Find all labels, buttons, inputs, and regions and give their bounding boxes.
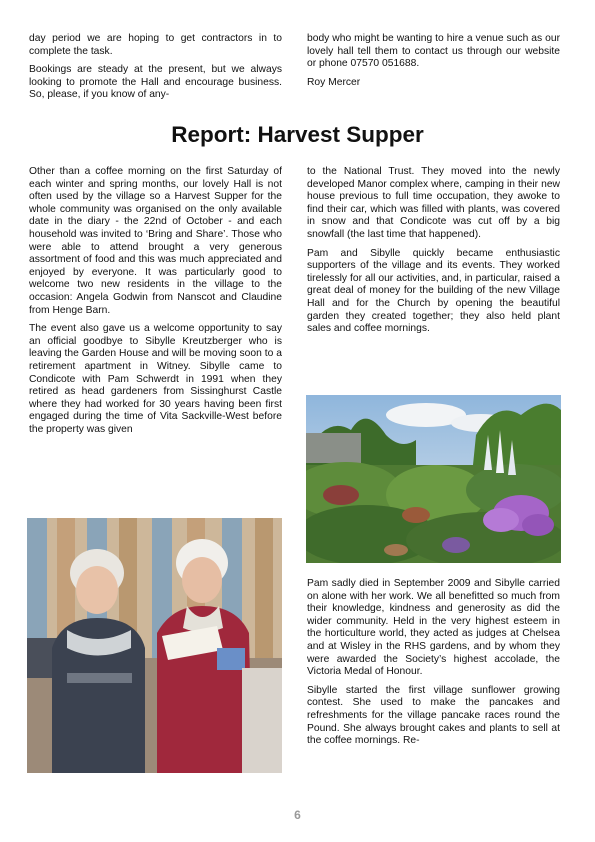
paragraph: day period we are hoping to get contractors in to complete the task. (29, 33, 282, 57)
paragraph: Bookings are steady at the present, but we always looking to promote the Hall and encourage business. So, please, if you know of any- (29, 64, 282, 101)
garden-photo (306, 395, 561, 563)
top-left-column (29, 33, 282, 102)
signature: Roy Mercer (307, 76, 361, 88)
article-title: Report: Harvest Supper (171, 122, 424, 147)
article-right-column-top (307, 166, 560, 336)
page-number: 6 (294, 808, 301, 822)
article-left-column (29, 166, 282, 436)
paragraph: to the National Trust. They moved into the newly developed Manor complex where, camping in their new house previous to full time occupation, they awoke to find their car, which was filled with plants, was covered in snow and that Condicote was cut off by a big snowfall (the last time that happened). (307, 166, 560, 240)
paragraph: Pam sadly died in September 2009 and Sibylle carried on alone with her work. We all benefitted so much from their knowledge, kindness and generosity as did the wider community. Held in the very highest esteem in the horticulture world, they acted as judges at Chelsea and at Wisley in the RHS gardens, and by whom they were awarded the Society’s highest accolade, the Victoria Medal of Honour. (307, 578, 560, 678)
paragraph: The event also gave us a welcome opportunity to say an official goodbye to Sibylle Kreutzberger who is leaving the Garden House and will be moving soon to a retirement apartment in Witney. Sibylle came to Condicote with Pam Schwerdt in 1991 when they retired as head gardeners from Sissinghurst Castle where they had worked for 30 years having been first engaged during the time of Vita Sackville-West before the property was given (29, 323, 282, 435)
article-right-column-bottom (307, 578, 560, 748)
paragraph: Pam and Sibylle quickly became enthusiastic supporters of the village and its events. They worked tirelessly for all our activities, and, in particular, raised a great deal of money for the building of the new Village Hall and for the Church by opening the beautiful garden they created together; they also held plant sales and coffee mornings. (307, 247, 560, 335)
paragraph: body who might be wanting to hire a venue such as our lovely hall tell them to contact us through our website or phone 07570 051688. (307, 33, 560, 70)
paragraph: Sibylle started the first village sunflower growing contest. She used to make the pancakes and refreshments for the village pancake races round the Pound. She always brought cakes and plants to sell at the coffee mornings. Re- (307, 684, 560, 747)
residents-photo (27, 518, 282, 773)
top-right-column (307, 33, 560, 89)
paragraph: Other than a coffee morning on the first Saturday of each winter and spring months, our lovely Hall is not often used by the village so a Harvest Supper for the whole community was organised on the only available date in the diary - the 22nd of October - and each household was invited to ‘Bring and Share’. Those who were able to attend brought a very generous assortment of food and this was much appreciated and enjoyed by everyone. It was particularly good to welcome two new residents in the village to the occasion: Angela Godwin from Nanscot and Claudine from Henge Barn. (29, 166, 282, 316)
